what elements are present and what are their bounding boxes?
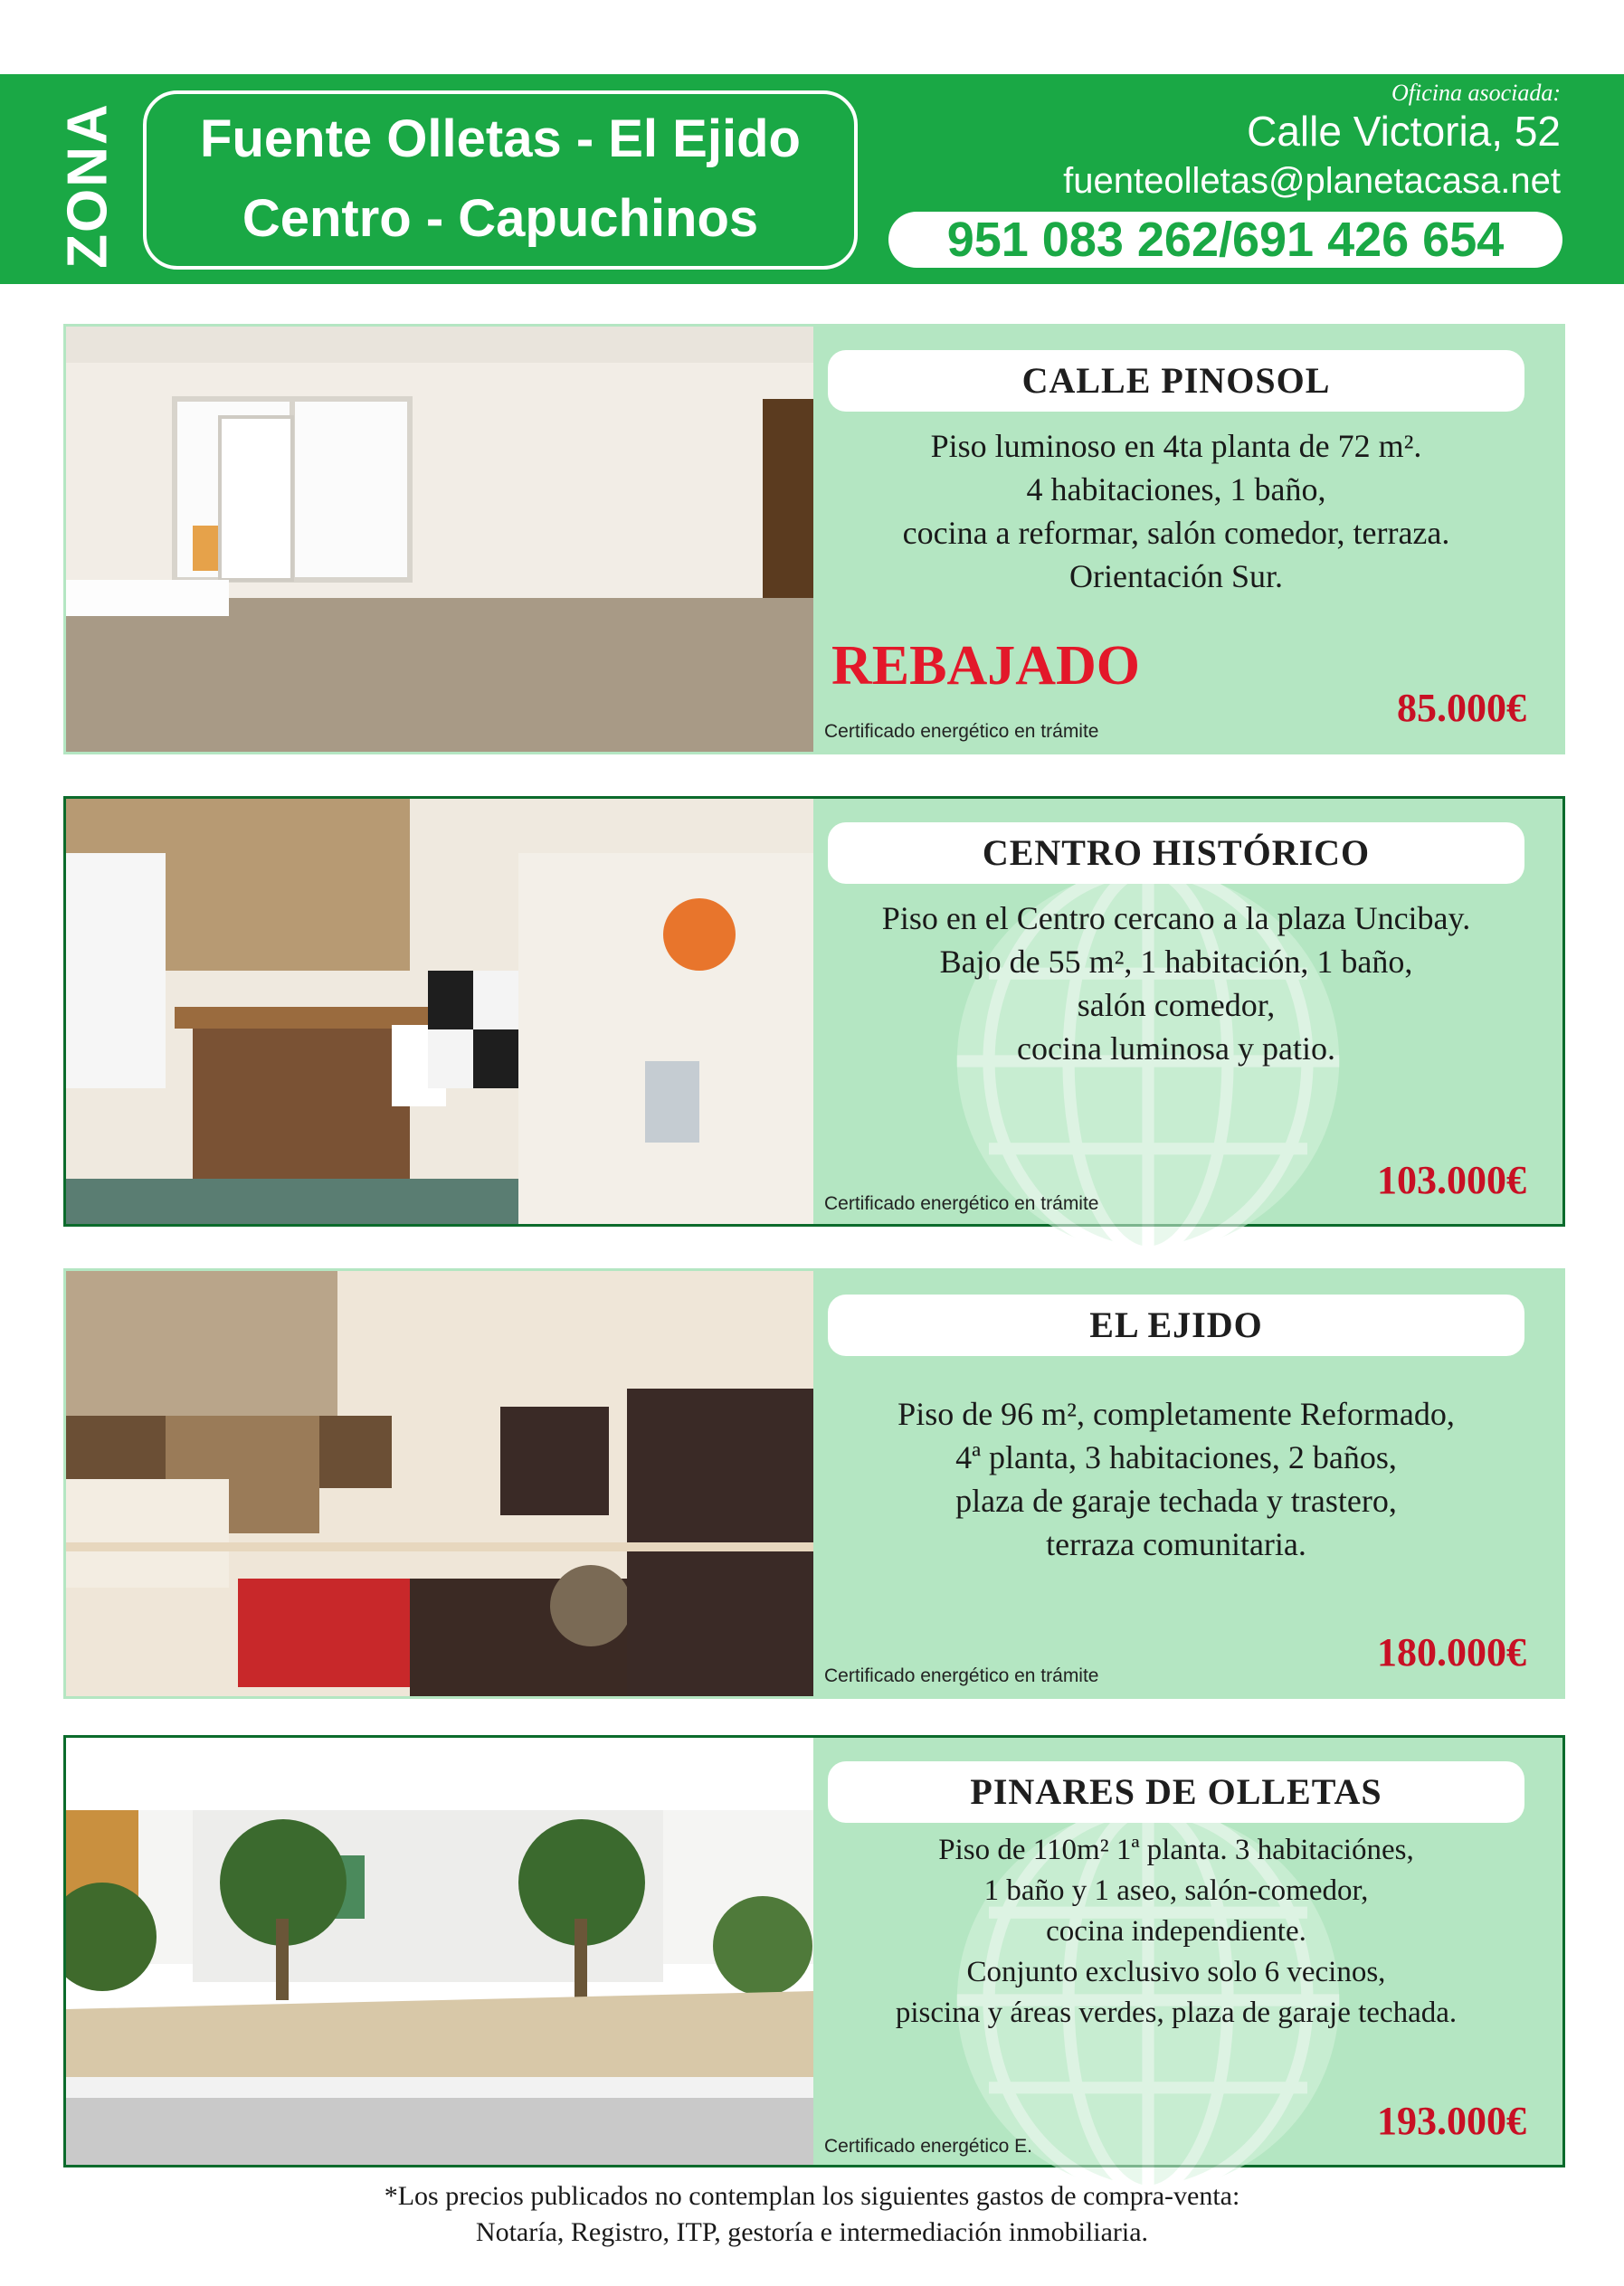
footer-line-1: *Los precios publicados no contemplan los siguientes gastos de compra-venta:	[384, 2181, 1240, 2211]
empty-living-room-photo	[66, 327, 813, 752]
listing-info	[813, 1738, 1562, 2165]
office-address: Calle Victoria, 52	[1247, 108, 1561, 155]
zone-line-2: Centro - Capuchinos	[242, 189, 759, 248]
listing-title: EL EJIDO	[828, 1295, 1524, 1356]
phone-number[interactable]: 951 083 262/691 426 654	[888, 212, 1562, 268]
listing-info	[813, 799, 1562, 1224]
office-email[interactable]: fuenteolletas@planetacasa.net	[1063, 161, 1561, 201]
listing-description: Piso luminoso en 4ta planta de 72 m². 4 habitaciones, 1 baño, cocina a reformar, salón comedor, terraza. Orientación Sur.	[902, 428, 1450, 594]
energy-certificate: Certificado energético en trámite	[824, 721, 1099, 742]
listing-title: CENTRO HISTÓRICO	[828, 822, 1524, 884]
listing-card-centro-historico[interactable]	[63, 796, 1565, 1227]
footer-disclaimer	[0, 2178, 1624, 2251]
listing-price: 180.000€	[1377, 1630, 1526, 1674]
listing-description: Piso de 96 m², completamente Reformado, 4ª planta, 3 habitaciones, 2 baños, plaza de garaje techada y trastero, terraza comunitaria.	[897, 1396, 1455, 1562]
reduced-tag: REBAJADO	[831, 635, 1141, 697]
building-exterior-photo	[66, 1738, 813, 2165]
listing-price: 193.000€	[1377, 2099, 1526, 2143]
listing-title: PINARES DE OLLETAS	[828, 1761, 1524, 1823]
office-label: Oficina asociada:	[1391, 80, 1561, 106]
listing-price: 85.000€	[1397, 686, 1526, 730]
listing-card-el-ejido[interactable]	[63, 1268, 1565, 1699]
listing-info	[813, 1271, 1562, 1696]
energy-certificate: Certificado energético en trámite	[824, 1193, 1099, 1214]
listing-card-calle-pinosol[interactable]	[63, 324, 1565, 754]
energy-certificate: Certificado energético E.	[824, 2136, 1032, 2157]
listing-price: 103.000€	[1377, 1158, 1526, 1202]
zona-label: ZONA	[56, 102, 119, 269]
footer-line-2: Notaría, Registro, ITP, gestoría e intermediación inmobiliaria.	[475, 2217, 1149, 2247]
listing-info	[813, 327, 1562, 752]
zone-box	[143, 90, 858, 270]
listing-title: CALLE PINOSOL	[828, 350, 1524, 412]
listing-description: Piso en el Centro cercano a la plaza Uncibay. Bajo de 55 m², 1 habitación, 1 baño, salón comedor, cocina luminosa y patio.	[881, 900, 1471, 1067]
listing-description: Piso de 110m² 1ª planta. 3 habitaciónes, 1 baño y 1 aseo, salón-comedor, cocina independiente. Conjunto exclusivo solo 6 vecinos, piscina y áreas verdes, plaza de garaje techada.	[895, 1834, 1458, 2029]
kitchen-photo	[66, 799, 813, 1224]
living-room-photo	[66, 1271, 813, 1696]
listing-card-pinares-de-olletas[interactable]	[63, 1735, 1565, 2167]
zone-line-1: Fuente Olletas - El Ejido	[200, 109, 801, 168]
energy-certificate: Certificado energético en trámite	[824, 1665, 1099, 1686]
